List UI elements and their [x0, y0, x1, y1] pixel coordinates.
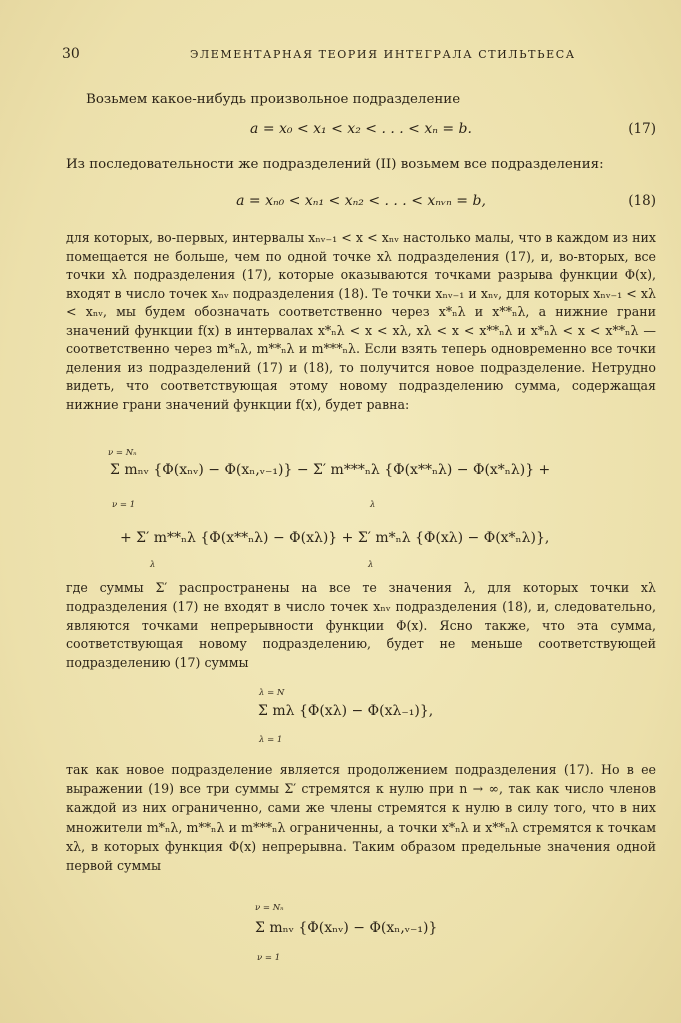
- formula-1-line-1: [110, 462, 550, 478]
- paragraph-2: Из последовательности же подразделений (II) возьмем все подразделения:: [66, 157, 604, 172]
- formula-1-upper-limit: ν = Nₙ: [108, 448, 137, 458]
- paragraph-1: Возьмем какое-нибудь произвольное подразделение: [86, 92, 461, 107]
- equation-18-text: a = xₙ₀ < xₙ₁ < xₙ₂ < . . . < xₙᵥₙ = b,: [236, 193, 486, 209]
- formula-1-lambda-limit-3: λ: [368, 560, 374, 570]
- formula-1-lambda-limit-2: λ: [150, 560, 156, 570]
- formula-1-line-2-text: + Σ′ m**ₙλ {Φ(x**ₙλ) − Φ(xλ)} + Σ′ m*ₙλ {Φ(xλ) − Φ(x*ₙλ)},: [120, 530, 550, 546]
- formula-2-upper-limit: λ = N: [259, 688, 285, 698]
- running-title: ЭЛЕМЕНТАРНАЯ ТЕОРИЯ ИНТЕГРАЛА СТИЛЬТЬЕСА: [190, 48, 576, 61]
- equation-17-text: a = x₀ < x₁ < x₂ < . . . < xₙ = b.: [250, 121, 472, 137]
- formula-2: [258, 703, 433, 719]
- formula-3-lower-limit: ν = 1: [257, 953, 281, 963]
- paragraph-4: где суммы Σ′ распространены на все те значения λ, для которых точки xλ подразделения (17) не входят в число точек xₙᵥ подразделения (18), и, следовательно, являются точками непрерывности функции Φ(x). Ясно также, что эта сумма, соответствующая новому подразделению, будет не меньше соответствующей подразделению (17) суммы: [66, 580, 656, 671]
- page-header: [62, 46, 619, 66]
- formula-1-lower-limit: ν = 1: [112, 500, 136, 510]
- equation-17-number: (17): [628, 121, 656, 137]
- formula-1-line-1-text: Σ mₙᵥ {Φ(xₙᵥ) − Φ(xₙ,ᵥ₋₁)} − Σ′ m***ₙλ {Φ(x**ₙλ) − Φ(x*ₙλ)} +: [110, 462, 551, 478]
- paragraph-3: для которых, во-первых, интервалы xₙᵥ₋₁ < x < xₙᵥ настолько малы, что в каждом из них помещается не больше, чем по одной точке xλ подразделения (17), и, во-вторых, все точки xλ подразделения (17), которые оказываются точками разрыва функции Φ(x), входят в число точек xₙᵥ подразделения (18). Те точки xₙᵥ₋₁ и xₙᵥ, для которых xₙᵥ₋₁ < xλ < xₙᵥ, мы будем обозначать соответственно через x*ₙλ и x**ₙλ, а нижние грани значений функции f(x) в интервалах x*ₙλ < x < xλ, xλ < x < x**ₙλ и x*ₙλ < x < x**ₙλ — соответственно через m*ₙλ, m**ₙλ и m***ₙλ. Если взять теперь одновременно все точки деления из подразделений (17) и (18), то получится новое подразделение. Нетрудно видеть, что соответствующая этому новому подразделению сумма, содержащая нижние грани значений функции f(x), будет равна:: [66, 230, 656, 412]
- formula-3-text: Σ mₙᵥ {Φ(xₙᵥ) − Φ(xₙ,ᵥ₋₁)}: [255, 920, 438, 936]
- formula-3-upper-limit: ν = Nₙ: [255, 903, 284, 913]
- equation-17: [66, 121, 656, 137]
- formula-2-text: Σ mλ {Φ(xλ) − Φ(xλ₋₁)},: [258, 703, 434, 719]
- formula-1-line-2: [120, 530, 549, 546]
- formula-1-lambda-limit-1: λ: [370, 500, 376, 510]
- equation-18-number: (18): [628, 193, 656, 209]
- formula-3: [255, 920, 437, 936]
- paragraph-5: так как новое подразделение является продолжением подразделения (17). Но в ее выражении (19) все три суммы Σ′ стремятся к нулю при n → ∞, так как число членов каждой из них ограниченно, сами же члены стремятся к нулю в силу того, что в них множители m*ₙλ, m**ₙλ и m***ₙλ ограниченны, а точки x*ₙλ и x**ₙλ стремятся к точкам xλ, в которых функция Φ(x) непрерывна. Таким образом предельные значения одной первой суммы: [66, 762, 656, 874]
- formula-2-lower-limit: λ = 1: [259, 735, 283, 745]
- equation-18: [66, 193, 656, 209]
- page-number: 30: [62, 46, 80, 62]
